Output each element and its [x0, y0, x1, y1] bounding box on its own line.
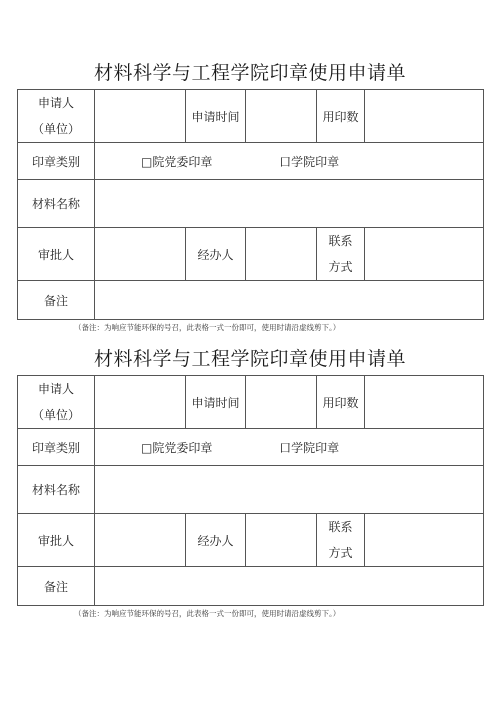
- seal-option-party-checkbox[interactable]: □院党委印章: [141, 154, 213, 169]
- seal-option-college-checkbox[interactable]: 口学院印章: [279, 440, 340, 455]
- form-title: 材料科学与工程学院印章使用申请单: [93, 62, 406, 84]
- applicant-field[interactable]: [95, 376, 186, 429]
- footnote: （备注：为响应节能环保的号召，此表格一式一份即可，使用时请沿虚线剪下。）: [74, 609, 341, 618]
- application-table: [17, 89, 484, 320]
- seal-type-label: 印章类别: [18, 143, 95, 180]
- material-name-field[interactable]: [95, 180, 484, 228]
- apply-time-label: 申请时间: [186, 376, 246, 429]
- seal-option-party-checkbox[interactable]: □院党委印章: [141, 440, 213, 455]
- approver-field[interactable]: [95, 228, 186, 281]
- footnote: （备注：为响应节能环保的号召，此表格一式一份即可，使用时请沿虚线剪下。）: [74, 323, 341, 332]
- remark-field[interactable]: [95, 281, 484, 320]
- seal-count-label: 用印数: [317, 90, 365, 143]
- seal-count-field[interactable]: [365, 376, 484, 429]
- material-name-field[interactable]: [95, 466, 484, 514]
- seal-type-options: [95, 143, 484, 180]
- remark-field[interactable]: [95, 567, 484, 606]
- remark-label: 备注: [18, 567, 95, 606]
- seal-count-field[interactable]: [365, 90, 484, 143]
- material-name-label: 材料名称: [18, 180, 95, 228]
- approver-field[interactable]: [95, 514, 186, 567]
- contact-field[interactable]: [365, 228, 484, 281]
- applicant-field[interactable]: [95, 90, 186, 143]
- handler-label: 经办人: [186, 228, 246, 281]
- handler-label: 经办人: [186, 514, 246, 567]
- applicant-label: 申请人 （单位）: [18, 376, 95, 429]
- remark-label: 备注: [18, 281, 95, 320]
- apply-time-label: 申请时间: [186, 90, 246, 143]
- form-title: 材料科学与工程学院印章使用申请单: [93, 348, 406, 370]
- seal-application-form-2: [17, 344, 483, 619]
- seal-type-options: [95, 429, 484, 466]
- approver-label: 审批人: [18, 228, 95, 281]
- seal-option-college-checkbox[interactable]: 口学院印章: [279, 154, 340, 169]
- approver-label: 审批人: [18, 514, 95, 567]
- application-table: [17, 375, 484, 606]
- seal-count-label: 用印数: [317, 376, 365, 429]
- apply-time-field[interactable]: [246, 376, 317, 429]
- apply-time-field[interactable]: [246, 90, 317, 143]
- seal-application-form-1: [17, 58, 483, 333]
- handler-field[interactable]: [246, 228, 317, 281]
- applicant-label: 申请人 （单位）: [18, 90, 95, 143]
- handler-field[interactable]: [246, 514, 317, 567]
- contact-label: 联系 方式: [317, 228, 365, 281]
- contact-field[interactable]: [365, 514, 484, 567]
- seal-type-label: 印章类别: [18, 429, 95, 466]
- material-name-label: 材料名称: [18, 466, 95, 514]
- contact-label: 联系 方式: [317, 514, 365, 567]
